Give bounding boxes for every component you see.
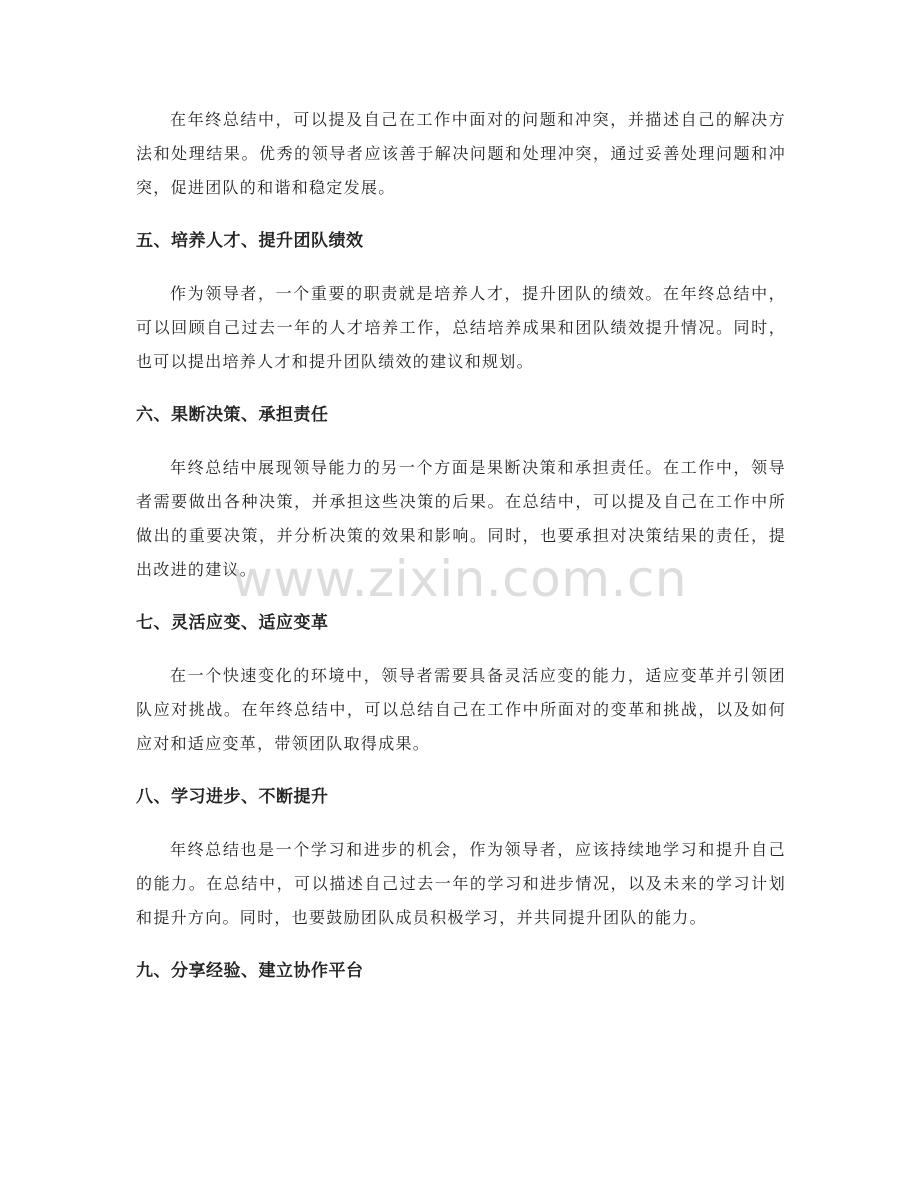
watermark: www.zixin.com.cn — [232, 550, 688, 608]
section-heading-7: 七、灵活应变、适应变革 — [136, 613, 329, 633]
paragraph-conflict-resolution: 在年终总结中，可以提及自己在工作中面对的问题和冲突，并描述自己的解决方法和处理结果。优秀的领导者应该善于解决问题和处理冲突，通过妥善处理问题和冲突，促进团队的和谐和稳定发展。 — [136, 110, 786, 197]
paragraph-learning-progress: 年终总结也是一个学习和进步的机会，作为领导者，应该持续地学习和提升自己的能力。在总结中，可以描述自己过去一年的学习和进步情况，以及未来的学习计划和提升方向。同时，也要鼓励团队成员积极学习，并共同提升团队的能力。 — [136, 840, 786, 927]
section-heading-8: 八、学习进步、不断提升 — [136, 787, 329, 807]
paragraph-adaptability: 在一个快速变化的环境中，领导者需要具备灵活应变的能力，适应变革并引领团队应对挑战。在年终总结中，可以总结自己在工作中所面对的变革和挑战，以及如何应对和适应变革，带领团队取得成果。 — [136, 666, 786, 753]
section-heading-5: 五、培养人才、提升团队绩效 — [136, 231, 364, 251]
paragraph-talent-development: 作为领导者，一个重要的职责就是培养人才，提升团队的绩效。在年终总结中，可以回顾自己过去一年的人才培养工作，总结培养成果和团队绩效提升情况。同时，也可以提出培养人才和提升团队绩效的建议和规划。 — [136, 284, 786, 371]
document-body — [136, 103, 786, 988]
section-heading-9: 九、分享经验、建立协作平台 — [136, 961, 364, 981]
section-heading-6: 六、果断决策、承担责任 — [136, 405, 329, 425]
paragraph-decision-making: 年终总结中展现领导能力的另一个方面是果断决策和承担责任。在工作中，领导者需要做出各种决策，并承担这些决策的后果。在总结中，可以提及自己在工作中所做出的重要决策，并分析决策的效果和影响。同时，也要承担对决策结果的责任，提出改进的建议。 — [136, 458, 786, 579]
